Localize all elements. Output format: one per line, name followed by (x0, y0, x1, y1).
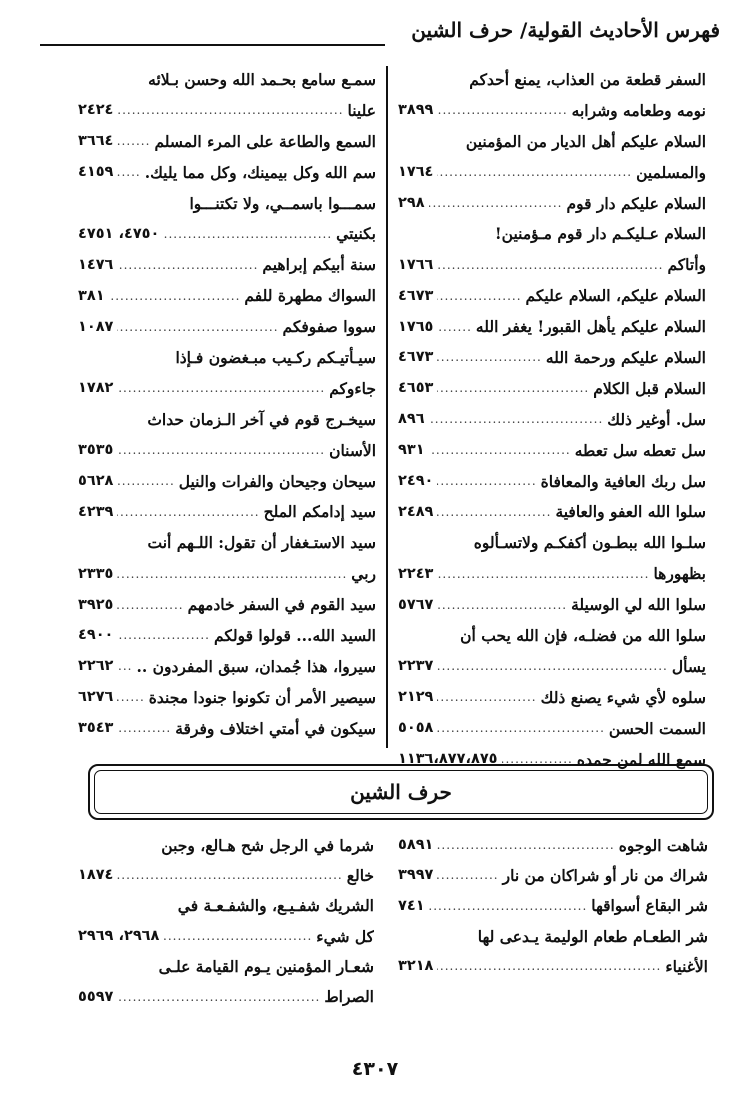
dot-leader (437, 659, 667, 673)
entry-text: شر البقاع أسواقها (591, 896, 708, 916)
dot-leader (117, 659, 132, 673)
index-entry (398, 830, 708, 860)
index-entry (78, 620, 376, 651)
dot-leader (437, 350, 541, 364)
index-entry (398, 682, 706, 713)
entry-number: ٤٧٥٠، ٤٧٥١ (78, 225, 160, 242)
index-entry (78, 157, 376, 188)
index-entry (78, 651, 376, 682)
entry-text: ربي (351, 564, 376, 584)
index-entry (78, 496, 376, 527)
entry-number: ١٠٨٧ (78, 318, 114, 335)
top-right-column (398, 64, 706, 774)
entry-text: السلام عليكم دار قوم (566, 193, 706, 213)
index-entry (398, 373, 706, 404)
entry-text: سلوا الله لي الوسيلة (571, 595, 706, 615)
entry-number: ٤٦٧٣ (398, 287, 434, 304)
dot-leader (437, 320, 472, 334)
index-entry (78, 249, 376, 280)
entry-number: ٤١٥٩ (78, 164, 114, 181)
index-entry (398, 951, 708, 981)
entry-text: السواك مطهرة للفم (244, 286, 376, 306)
entry-number: ٥٠٥٨ (398, 720, 434, 737)
index-entry (78, 981, 374, 1011)
index-entry (78, 404, 376, 435)
entry-text: الأغنياء (665, 956, 708, 976)
entry-number: ٣٦٦٤ (78, 133, 114, 150)
running-header (40, 18, 720, 52)
entry-text: بظهورها (653, 564, 706, 584)
entry-text: نومه وطعامه وشرابه (571, 100, 706, 120)
index-entry (398, 126, 706, 157)
entry-number: ١٧٨٢ (78, 380, 114, 397)
entry-number: ٥٥٩٧ (78, 988, 114, 1005)
dot-leader (437, 838, 614, 852)
entry-number: ٤٢٣٩ (78, 503, 114, 520)
dot-leader (437, 598, 567, 612)
dot-leader (437, 474, 536, 488)
entry-text: السلام عليكم ورحمة الله (545, 347, 706, 367)
index-entry (78, 311, 376, 342)
index-entry (398, 95, 706, 126)
entry-text: سيد القوم في السفر خادمهم (187, 595, 376, 615)
entry-number: ٥٨٩١ (398, 837, 434, 854)
index-entry (398, 435, 706, 466)
index-entry (78, 527, 376, 558)
entry-text: سووا صفوفكم (282, 317, 376, 337)
entry-text: سلوا الله العفو والعافية (555, 502, 706, 522)
entry-text: جاءوكم (329, 378, 376, 398)
index-entry (398, 280, 706, 311)
dot-leader (437, 289, 521, 303)
dot-leader (117, 381, 325, 395)
index-entry (78, 951, 374, 981)
index-entry (78, 860, 374, 890)
dot-leader (163, 929, 312, 943)
entry-number: ٧٤١ (398, 897, 425, 914)
dot-leader (117, 628, 210, 642)
entry-text: السلام عليكم أهل الديار من المؤمنين (465, 131, 706, 151)
entry-text: يسأل (671, 656, 706, 676)
dot-leader (117, 103, 343, 117)
entry-number: ٤٦٥٣ (398, 380, 434, 397)
index-entry (398, 64, 706, 95)
entry-text: سل ربك العافية والمعافاة (540, 471, 706, 491)
dot-leader (117, 505, 259, 519)
index-entry (398, 157, 706, 188)
entry-number: ٢٣٣٥ (78, 565, 114, 582)
index-entry (78, 891, 374, 921)
index-entry (398, 249, 706, 280)
dot-leader (437, 258, 663, 272)
index-entry (398, 342, 706, 373)
entry-text: السلام قبل الكلام (593, 378, 706, 398)
dot-leader (117, 690, 144, 704)
entry-text: شراك من نار أو شراكان من نار (502, 865, 708, 885)
entry-text: سلـوا الله ببطـون أكفكـم ولاتسـألوه (473, 533, 706, 553)
entry-number: ٣٩٢٥ (78, 596, 114, 613)
index-entry (78, 188, 376, 219)
entry-text: الأسنان (329, 440, 376, 460)
header-rule (40, 44, 385, 46)
dot-leader (437, 103, 567, 117)
index-entry (398, 188, 706, 219)
entry-text: سم الله وكل بيمينك، وكل مما يليك. (144, 162, 376, 182)
entry-number: ٨٩٦ (398, 411, 425, 428)
dot-leader (163, 227, 332, 241)
index-entry (398, 589, 706, 620)
dot-leader (117, 567, 347, 581)
column-divider (386, 66, 388, 748)
entry-number: ١١٣٦،٨٧٧،٨٧٥ (398, 751, 498, 768)
entry-text: سيد إدامكم الملح (263, 502, 376, 522)
dot-leader (117, 320, 278, 334)
entry-text: السيد الله... قولوا قولكم (214, 625, 376, 645)
dot-leader (437, 690, 536, 704)
entry-number: ١٧٦٤ (398, 164, 434, 181)
entry-number: ٢٢٤٣ (398, 565, 434, 582)
dot-leader (437, 868, 498, 882)
index-entry (398, 651, 706, 682)
dot-leader (437, 721, 604, 735)
index-entry (78, 435, 376, 466)
entry-number: ٢٤٢٤ (78, 102, 114, 119)
entry-number: ١٧٦٥ (398, 318, 434, 335)
entry-text: سلوا الله من فضلـه، فإن الله يحب أن (460, 625, 706, 645)
entry-number: ٢١٢٩ (398, 689, 434, 706)
entry-text: سمـع سامع بحـمد الله وحسن بـلائه (148, 69, 376, 89)
dot-leader (437, 505, 551, 519)
entry-text: شرما في الرجل شح هـالع، وجبن (161, 835, 374, 855)
index-entry (398, 891, 708, 921)
entry-text: السفر قطعة من العذاب، يمنع أحدكم (469, 69, 706, 89)
top-left-column (78, 64, 376, 744)
dot-leader (437, 567, 649, 581)
index-entry (78, 218, 376, 249)
dot-leader (117, 868, 342, 882)
entry-text: الصراط (324, 987, 374, 1007)
entry-text: سيـأتيـكم ركـيب مبـغضون فـإذا (175, 347, 376, 367)
index-entry (398, 404, 706, 435)
index-entry (78, 830, 374, 860)
entry-number: ٢٤٩٠ (398, 473, 434, 490)
dot-leader (109, 289, 241, 303)
dot-leader (117, 598, 183, 612)
entry-text: سيحان وجيحان والفرات والنيل (178, 471, 376, 491)
dot-leader (429, 412, 604, 426)
index-entry (398, 527, 706, 558)
entry-number: ٦٢٧٦ (78, 689, 114, 706)
dot-leader (437, 381, 589, 395)
entry-number: ٣٢١٨ (398, 958, 434, 975)
index-entry (398, 496, 706, 527)
index-entry (78, 921, 374, 951)
dot-leader (437, 959, 661, 973)
dot-leader (117, 134, 150, 148)
entry-number: ٣٥٣٥ (78, 442, 114, 459)
index-entry (78, 682, 376, 713)
index-entry (78, 280, 376, 311)
entry-text: سيروا، هذا جُمدان، سبق المفردون .. (136, 656, 376, 676)
entry-text: سنة أبيكم إبراهيم (262, 255, 376, 275)
entry-number: ٣٩٩٧ (398, 867, 434, 884)
bottom-left-column (78, 830, 374, 1012)
entry-text: سيكون في أمتي اختلاف وفرقة (175, 718, 376, 738)
dot-leader (117, 165, 140, 179)
section-heading: حرف الشين (94, 770, 708, 814)
entry-text: كل شيء (316, 926, 374, 946)
entry-text: وأتاكم (667, 255, 706, 275)
dot-leader (117, 721, 171, 735)
index-entry (78, 126, 376, 157)
index-entry (78, 589, 376, 620)
entry-text: السلام عليكم يأهل القبور! يغفر الله (475, 317, 706, 337)
entry-text: بكنيتي (336, 224, 376, 244)
entry-text: والمسلمين (636, 162, 706, 182)
section-heading-box (88, 764, 714, 820)
entry-number: ٢٢٦٢ (78, 658, 114, 675)
index-entry (398, 713, 706, 744)
index-entry (398, 558, 706, 589)
entry-number: ١٨٧٤ (78, 867, 114, 884)
entry-text: السلام عليكم، السلام عليكم (525, 286, 706, 306)
entry-number: ٢٩٦٨، ٢٩٦٩ (78, 928, 160, 945)
entry-number: ٢٢٣٧ (398, 658, 434, 675)
entry-number: ١٤٧٦ (78, 256, 114, 273)
entry-text: سل. أوغير ذلك (607, 409, 706, 429)
entry-text: السمت الحسن (608, 718, 706, 738)
entry-number: ٣٨١ (78, 287, 105, 304)
index-entry (398, 218, 706, 249)
index-entry (78, 64, 376, 95)
dot-leader (117, 990, 320, 1004)
entry-number: ٢٤٨٩ (398, 503, 434, 520)
entry-text: سمع الله لمن حمده (576, 749, 706, 769)
dot-leader (117, 258, 258, 272)
entry-number: ٣٥٤٣ (78, 720, 114, 737)
entry-text: شر الطعـام طعام الوليمة يـدعى لها (477, 926, 708, 946)
dot-leader (117, 443, 325, 457)
entry-text: سمـــوا باسمــي، ولا تكتنـــوا (189, 193, 376, 213)
index-entry (78, 373, 376, 404)
entry-text: علينا (347, 100, 376, 120)
index-entry (398, 311, 706, 342)
index-entry (398, 860, 708, 890)
page-number: ٤٣٠٧ (351, 1058, 399, 1080)
entry-text: سل تعطه سل تعطه (574, 440, 706, 460)
entry-text: السمع والطاعة على المرء المسلم (154, 131, 376, 151)
entry-number: ٣٨٩٩ (398, 102, 434, 119)
entry-number: ٤٩٠٠ (78, 627, 114, 644)
entry-text: سيخـرج قوم في آخر الـزمان حداث (147, 409, 376, 429)
dot-leader (429, 196, 563, 210)
entry-number: ٩٣١ (398, 442, 425, 459)
entry-text: شعـار المؤمنين يـوم القيامة علـى (158, 956, 374, 976)
dot-leader (437, 165, 632, 179)
entry-number: ٤٦٧٣ (398, 349, 434, 366)
entry-number: ٥٧٦٧ (398, 596, 434, 613)
bottom-right-column (398, 830, 708, 981)
index-entry (78, 466, 376, 497)
index-entry (78, 95, 376, 126)
index-entry (398, 620, 706, 651)
entry-text: خالع (346, 865, 374, 885)
entry-text: سيد الاستـغفار أن تقول: اللـهم أنت (147, 533, 376, 553)
entry-text: سلوه لأي شيء يصنع ذلك (540, 687, 706, 707)
index-entry (398, 921, 708, 951)
entry-text: سيصير الأمر أن تكونوا جنودا مجندة (148, 687, 376, 707)
index-entry (78, 558, 376, 589)
index-entry (78, 342, 376, 373)
entry-number: ١٧٦٦ (398, 256, 434, 273)
index-entry (398, 466, 706, 497)
entry-number: ٥٦٢٨ (78, 473, 114, 490)
dot-leader (429, 443, 571, 457)
header-title: فهرس الأحاديث القولية/ حرف الشين (411, 18, 720, 42)
entry-text: الشريك شفـيـع، والشفـعـة في (177, 896, 374, 916)
entry-text: السلام عـليكـم دار قوم مـؤمنين! (494, 224, 706, 244)
index-entry (78, 713, 376, 744)
entry-number: ٢٩٨ (398, 195, 425, 211)
entry-text: شاهت الوجوه (618, 835, 708, 855)
dot-leader (429, 899, 588, 913)
dot-leader (117, 474, 174, 488)
